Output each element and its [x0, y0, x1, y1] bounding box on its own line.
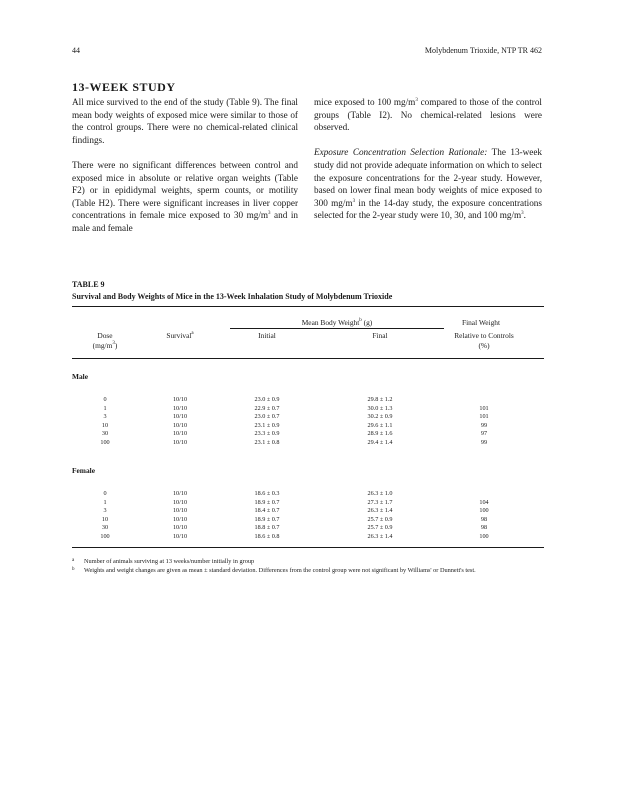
- table-footnotes: [72, 558, 544, 575]
- initial-weight-cell: 22.9 ± 0.7: [254, 404, 280, 412]
- dose-cell: 0: [103, 490, 107, 497]
- dose-cell: 1: [103, 404, 107, 412]
- running-title: Molybdenum Trioxide, NTP TR 462: [424, 46, 542, 55]
- relative-weight-cell: 101: [479, 413, 489, 421]
- dose-cell: 10: [101, 421, 109, 429]
- mean-body-weight-header: Mean Body Weight$^b$ (g): [301, 318, 373, 327]
- survival-cell: 10/10: [172, 404, 188, 412]
- paragraph-survival: All mice survived to the end of the study (Table 9). The final mean body weights of exposed mice were similar to those of the control groups. There were no chemical-related clinical findings.: [72, 97, 298, 145]
- relative-weight-cell: 97: [480, 430, 488, 438]
- final-weight-cell: 30.2 ± 0.9: [367, 413, 393, 421]
- table-bottom-rule: [72, 547, 544, 548]
- group-label-female: Female: [72, 466, 95, 475]
- paragraph-rationale: Exposure Concentration Selection Rationale: The 13-week study did not provide adequate information on which to select the exposure concentrations for the 2-year study. However, based on lower final mean body weights of mice exposed to 300 $mg/m^3$ in the 14-day study, the exposure concentrations selected for the 2-year study were 10, 30, and 100 $mg/m^3$.: [314, 147, 542, 221]
- survival-cell: 10/10: [172, 515, 188, 523]
- final-weight-cell: 27.3 ± 1.7: [367, 498, 393, 506]
- final-weight-cell: 26.3 ± 1.4: [367, 533, 393, 540]
- final-weight-cell: 28.9 ± 1.6: [367, 430, 393, 438]
- initial-weight-cell: 18.9 ± 0.7: [254, 515, 280, 523]
- dose-cell: 100: [100, 533, 110, 540]
- paragraph-organ-weights: There were no significant differences between control and exposed mice in absolute or relative organ weights (Table F2) or in epididymal weights, sperm counts, or motility (Table H2). There were significant increases in liver copper concentrations in female mice exposed to 30 $mg/m^3$ and in male and female: [72, 159, 298, 233]
- dose-cell: 3: [103, 507, 107, 515]
- final-header: Final: [372, 331, 388, 340]
- final-weight-cell: 29.8 ± 1.2: [367, 396, 393, 403]
- right-column: [314, 96, 542, 222]
- table-header-rule: [72, 358, 544, 359]
- survival-cell: 10/10: [172, 498, 188, 506]
- relative-weight-cell: 100: [479, 507, 489, 515]
- initial-weight-cell: 18.9 ± 0.7: [254, 498, 280, 506]
- survival-cell: 10/10: [172, 490, 188, 497]
- initial-weight-cell: 23.3 ± 0.9: [254, 430, 280, 438]
- dose-header: Dose: [97, 331, 113, 340]
- dose-cell: 3: [103, 413, 107, 421]
- left-column: [72, 96, 298, 235]
- survival-cell: 10/10: [172, 524, 188, 532]
- initial-weight-cell: 23.0 ± 0.9: [254, 396, 280, 403]
- survival-cell: 10/10: [172, 413, 188, 421]
- final-weight-cell: 25.7 ± 0.9: [367, 524, 393, 532]
- initial-weight-cell: 23.1 ± 0.8: [254, 439, 280, 446]
- dose-unit: $(mg/m^3)$: [92, 341, 118, 350]
- survival-cell: 10/10: [172, 533, 188, 540]
- dose-cell: 100: [100, 439, 110, 446]
- survival-cell: 10/10: [172, 421, 188, 429]
- final-weight-cell: 25.7 ± 0.9: [367, 515, 393, 523]
- group-label-male: Male: [72, 372, 89, 381]
- survival-cell: 10/10: [172, 430, 188, 438]
- final-weight-cell: 29.4 ± 1.4: [367, 439, 393, 446]
- initial-weight-cell: 18.6 ± 0.3: [254, 490, 280, 497]
- relative-weight-cell: 99: [480, 439, 488, 446]
- initial-weight-cell: 18.8 ± 0.7: [254, 524, 280, 532]
- final-weight-cell: 26.3 ± 1.4: [367, 507, 393, 515]
- rationale-label: Exposure Concentration Selection Rationale:: [314, 147, 488, 158]
- footnote-b: b Weights and weight changes are given as mean ± standard deviation. Differences from the control group were not significant by Williams' or Dunnett's test.: [72, 566, 476, 574]
- dose-cell: 0: [103, 396, 107, 403]
- survival-header: Survival$^a$: [166, 331, 194, 340]
- relative-weight-cell: 98: [480, 515, 488, 523]
- relative-header: Relative to Controls: [454, 331, 514, 340]
- footnote-a: a Number of animals surviving at 13 weeks/number initially in group: [72, 558, 255, 565]
- final-weight-cell: 29.6 ± 1.1: [367, 421, 393, 429]
- mbw-span-rule: [230, 328, 444, 329]
- paragraph-lesions: mice exposed to 100 $mg/m^3$ compared to those of the control groups (Table I2). No chemical-related lesions were observed.: [314, 97, 542, 133]
- percent-header: (%): [478, 341, 490, 350]
- initial-weight-cell: 18.4 ± 0.7: [254, 507, 280, 515]
- table-title: Survival and Body Weights of Mice in the 13-Week Inhalation Study of Molybdenum Trioxide: [72, 292, 393, 301]
- relative-weight-cell: 100: [479, 533, 489, 540]
- relative-weight-cell: 99: [480, 421, 488, 429]
- initial-weight-cell: 18.6 ± 0.8: [254, 533, 280, 540]
- table-top-rule: [72, 306, 544, 307]
- final-weight-cell: 26.3 ± 1.0: [367, 490, 393, 497]
- initial-header: Initial: [258, 331, 276, 340]
- initial-weight-cell: 23.1 ± 0.9: [254, 421, 280, 429]
- initial-weight-cell: 23.0 ± 0.7: [254, 413, 280, 421]
- final-weight-cell: 30.0 ± 1.3: [367, 404, 393, 412]
- relative-weight-cell: 101: [479, 404, 489, 412]
- page-number: 44: [72, 46, 80, 55]
- table-label: TABLE 9: [72, 280, 105, 289]
- section-heading: 13-WEEK STUDY: [72, 80, 176, 94]
- relative-weight-cell: 104: [479, 498, 489, 506]
- dose-cell: 1: [103, 498, 107, 506]
- final-weight-header: Final Weight: [461, 318, 501, 327]
- dose-cell: 30: [101, 430, 109, 438]
- survival-cell: 10/10: [172, 507, 188, 515]
- dose-cell: 10: [101, 515, 109, 523]
- survival-cell: 10/10: [172, 396, 188, 403]
- dose-cell: 30: [101, 524, 109, 532]
- survival-cell: 10/10: [172, 439, 188, 446]
- relative-weight-cell: 98: [480, 524, 488, 532]
